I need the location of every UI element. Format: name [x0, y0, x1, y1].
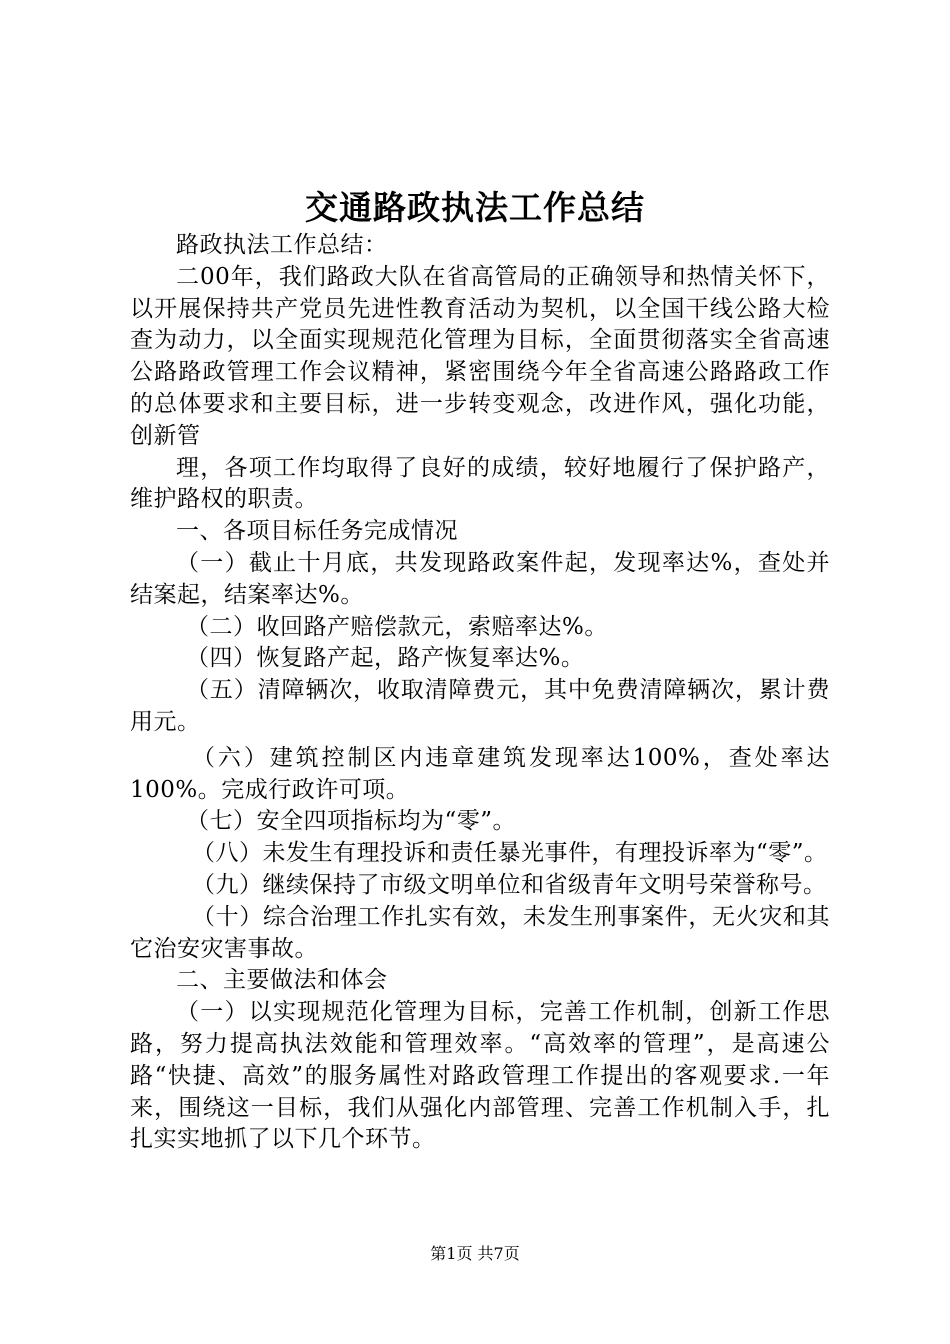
- list-item: （四）恢复路产起，路产恢复率达%。: [186, 645, 585, 672]
- document-title: 交通路政执法工作总结: [305, 188, 645, 227]
- list-item: （五）清障辆次，收取清障费元，其中免费清障辆次，累计费用元。: [130, 677, 830, 735]
- paragraph-heading: 路政执法工作总结：: [176, 232, 388, 258]
- section-heading: 二、主要做法和体会: [176, 967, 388, 994]
- list-item: （九）继续保持了市级文明单位和省级青年文明号荣誉称号。: [192, 871, 827, 898]
- list-item: （二）收回路产赔偿款元，索赔率达%。: [186, 613, 608, 640]
- list-item: （十）综合治理工作扎实有效，未发生刑事案件，无火灾和其它治安灾害事故。: [130, 903, 830, 962]
- list-item: （八）未发生有理投诉和责任暴光事件，有理投诉率为“零”。: [192, 840, 828, 867]
- document-body: [130, 230, 830, 1156]
- page-footer: 第1页 共7页: [430, 1244, 520, 1263]
- list-item: （六）建筑控制区内违章建筑发现率达100%，查处率达100%。完成行政许可项。: [130, 744, 830, 803]
- list-item: （一）截止十月底，共发现路政案件起，发现率达%，查处并结案起，结案率达%。: [130, 549, 830, 608]
- paragraph: 二00年，我们路政大队在省高管局的正确领导和热情关怀下，以开展保持共产党员先进性教育活动为契机，以全国干线公路大检查为动力，以全面实现规范化管理为目标，全面贯彻落实全省高速公路路政管理工作会议精神，紧密围绕今年全省高速公路路政工作的总体要求和主要目标，进一步转变观念，改进作风，强化功能，创新管: [130, 263, 830, 449]
- paragraph: 理，各项工作均取得了良好的成绩，较好地履行了保护路产，维护路权的职责。: [130, 454, 830, 513]
- paragraph: （一）以实现规范化管理为目标，完善工作机制，创新工作思路，努力提高执法效能和管理效率。“高效率的管理”，是高速公路“快捷、高效”的服务属性对路政管理工作提出的客观要求.一年来，围绕这一目标，我们从强化内部管理、完善工作机制入手，扎扎实实地抓了以下几个环节。: [130, 999, 830, 1153]
- section-heading: 一、各项目标任务完成情况: [176, 518, 458, 545]
- list-item: （七）安全四项指标均为“零”。: [186, 808, 517, 835]
